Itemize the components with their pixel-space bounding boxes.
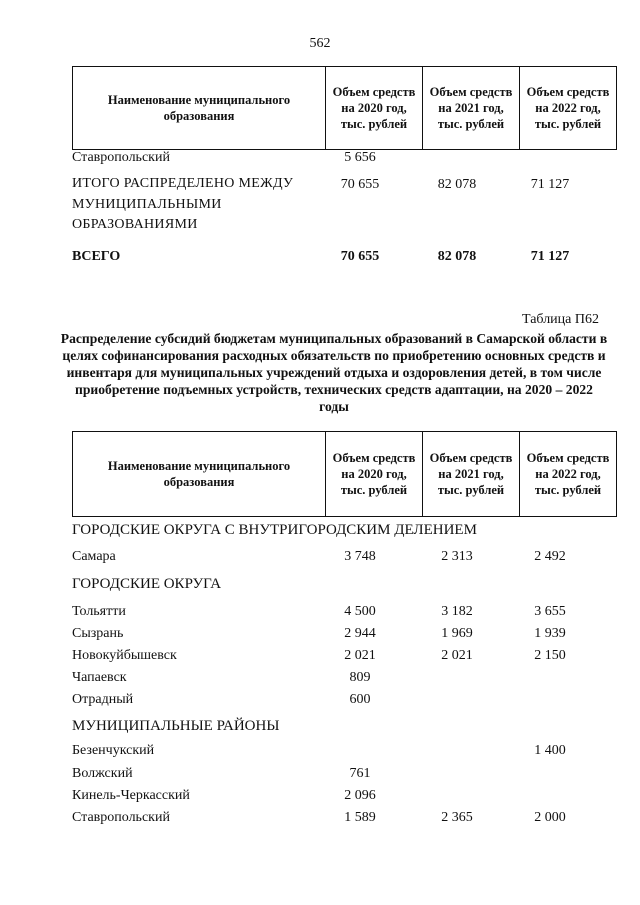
table-number: Таблица П62 bbox=[522, 312, 599, 327]
subtotal-value-2022: 71 127 bbox=[530, 177, 570, 192]
table-row bbox=[0, 602, 640, 622]
row-name: Ставропольский bbox=[72, 150, 170, 165]
row-value-2021: 2 021 bbox=[441, 648, 473, 663]
total-value-2022: 71 127 bbox=[530, 249, 570, 264]
row-value-2022: 2 492 bbox=[534, 549, 566, 564]
section-title: МУНИЦИПАЛЬНЫЕ РАЙОНЫ bbox=[72, 718, 280, 734]
row-value-2020: 4 500 bbox=[344, 604, 376, 619]
table-row bbox=[0, 764, 640, 784]
subtotal-row bbox=[0, 175, 640, 195]
header-2022-column: Объем средств на 2022 год, тыс. рублей bbox=[520, 67, 617, 150]
row-value-2020: 5 656 bbox=[344, 150, 376, 165]
row-name: Ставропольский bbox=[72, 810, 170, 825]
row-name: Отрадный bbox=[72, 692, 134, 707]
total-label: ВСЕГО bbox=[72, 249, 121, 264]
total-value-2020: 70 655 bbox=[340, 249, 380, 264]
table-header bbox=[72, 431, 617, 517]
row-value-2022: 1 400 bbox=[534, 743, 566, 758]
table-row bbox=[0, 148, 640, 168]
header-name-column: Наименование муниципального образования bbox=[73, 432, 326, 517]
row-value-2022: 1 939 bbox=[534, 626, 566, 641]
page-number: 562 bbox=[309, 36, 331, 51]
table-row bbox=[0, 786, 640, 806]
row-name: Чапаевск bbox=[72, 670, 127, 685]
row-value-2022: 2 150 bbox=[534, 648, 566, 663]
table-row bbox=[0, 646, 640, 666]
row-value-2020: 2 944 bbox=[344, 626, 376, 641]
row-value-2020: 761 bbox=[349, 766, 371, 781]
row-name: Кинель-Черкасский bbox=[72, 788, 190, 803]
row-value-2020: 809 bbox=[349, 670, 371, 685]
table-row bbox=[0, 690, 640, 710]
header-2020-column: Объем средств на 2020 год, тыс. рублей bbox=[326, 67, 423, 150]
subtotal-label: ИТОГО РАСПРЕДЕЛЕНО МЕЖДУ МУНИЦИПАЛЬНЫМИ ОБРАЗОВАНИЯМИ bbox=[72, 176, 294, 232]
row-name: Волжский bbox=[72, 766, 133, 781]
subtotal-value-2020: 70 655 bbox=[340, 177, 380, 192]
row-value-2022: 2 000 bbox=[534, 810, 566, 825]
total-value-2021: 82 078 bbox=[437, 249, 477, 264]
row-name: Безенчукский bbox=[72, 743, 155, 758]
row-value-2022: 3 655 bbox=[534, 604, 566, 619]
section-title: ГОРОДСКИЕ ОКРУГА bbox=[72, 576, 222, 592]
row-value-2020: 2 021 bbox=[344, 648, 376, 663]
row-value-2021: 2 313 bbox=[441, 549, 473, 564]
row-value-2020: 1 589 bbox=[344, 810, 376, 825]
row-name: Новокуйбышевск bbox=[72, 648, 177, 663]
row-value-2020: 2 096 bbox=[344, 788, 376, 803]
row-name: Сызрань bbox=[72, 626, 124, 641]
row-value-2021: 3 182 bbox=[441, 604, 473, 619]
header-2020-column: Объем средств на 2020 год, тыс. рублей bbox=[326, 432, 423, 517]
table-row bbox=[0, 547, 640, 567]
table-header bbox=[72, 66, 617, 150]
table-row bbox=[0, 808, 640, 828]
header-2021-column: Объем средств на 2021 год, тыс. рублей bbox=[423, 67, 520, 150]
row-name: Тольятти bbox=[72, 604, 126, 619]
section-title: ГОРОДСКИЕ ОКРУГА С ВНУТРИГОРОДСКИМ ДЕЛЕНИЕМ bbox=[72, 522, 477, 538]
subtotal-value-2021: 82 078 bbox=[437, 177, 477, 192]
total-row bbox=[0, 247, 640, 267]
row-name: Самара bbox=[72, 549, 116, 564]
table-row bbox=[0, 741, 640, 761]
table-row bbox=[0, 668, 640, 688]
row-value-2021: 1 969 bbox=[441, 626, 473, 641]
header-name-column: Наименование муниципального образования bbox=[73, 67, 326, 150]
header-2021-column: Объем средств на 2021 год, тыс. рублей bbox=[423, 432, 520, 517]
header-2022-column: Объем средств на 2022 год, тыс. рублей bbox=[520, 432, 617, 517]
row-value-2020: 600 bbox=[349, 692, 371, 707]
row-value-2021: 2 365 bbox=[441, 810, 473, 825]
row-value-2020: 3 748 bbox=[344, 549, 376, 564]
table-title: Распределение субсидий бюджетам муниципальных образований в Самарской области в целях софинансирования расходных обязательств по приобретению основных средств и инвентаря для муниципальных учреждений отдыха и оздоровления детей, в том числе приобретение подъемных устройств, технических средств адаптации, на 2020 – 2022 годы bbox=[60, 331, 608, 414]
table-row bbox=[0, 624, 640, 644]
